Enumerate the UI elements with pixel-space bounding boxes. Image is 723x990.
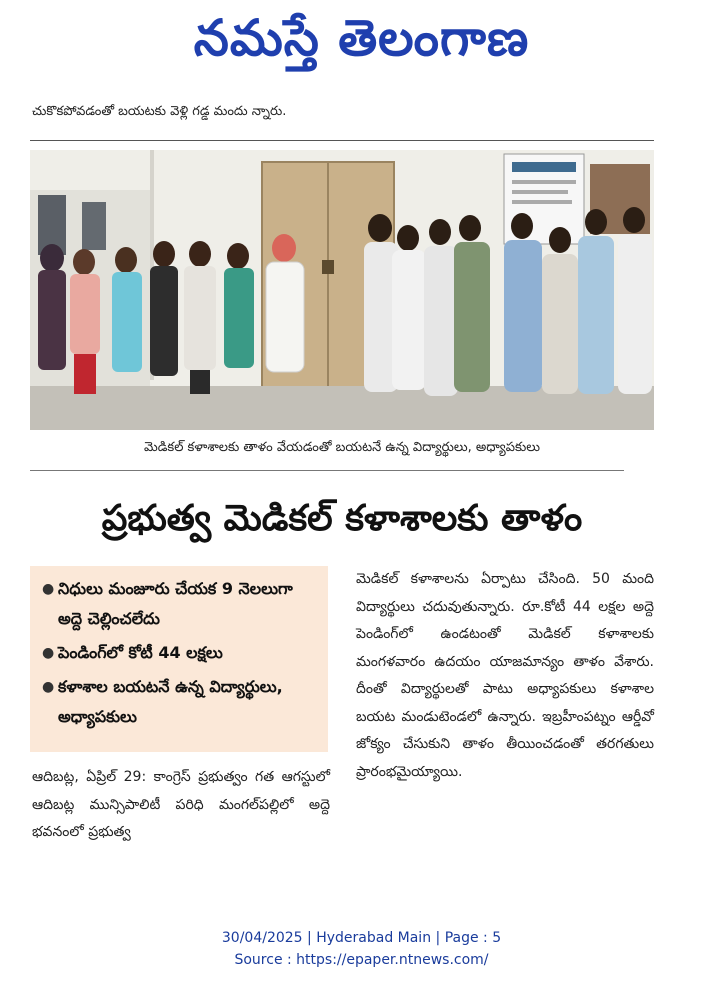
highlight-text: నిధులు మంజూరు చేయక 9 నెలలుగా అద్దె చెల్లించలేదు <box>58 579 293 628</box>
highlight-item <box>42 672 318 732</box>
poster-line <box>512 190 568 194</box>
poster-line <box>512 200 572 204</box>
poster-title-bar <box>512 162 576 172</box>
caption-divider <box>30 470 624 471</box>
poster-line <box>512 180 576 184</box>
highlight-text: పెండింగ్‌లో కోటీ 44 లక్షలు <box>58 643 223 662</box>
highlight-item <box>42 638 318 668</box>
bullet-icon: ● <box>42 645 55 661</box>
top-divider <box>30 140 654 141</box>
highlights-box <box>30 566 328 752</box>
article-headline: ప్రభుత్వ మెడికల్ కళాశాలకు తాళం <box>101 498 583 539</box>
padlock <box>322 260 334 274</box>
photo-caption: మెడికల్ కళాశాలకు తాళం వేయడంతో బయటనే ఉన్న విద్యార్థులు, అధ్యాపకులు <box>144 440 540 455</box>
bullet-icon: ● <box>42 679 55 695</box>
article-body-left-column: ఆదిబట్ల, ఏప్రిల్ 29: కాంగ్రెస్ ప్రభుత్వం గత ఆగస్టులో ఆదిబట్ల మున్సిపాలిటీ పరిధి మంగల్‌పల్లిలో అద్దె భవనంలో ప్రభుత్వ <box>32 769 330 840</box>
previous-story-line: చుకొకపోవడంతో బయటకు వెళ్లి గడ్డ మందు న్నారు. <box>32 104 287 119</box>
photo-illustration <box>30 150 654 430</box>
masthead-title: నమస్తే తెలంగాణ <box>193 9 530 67</box>
footer-source-link[interactable]: Source : https://epaper.ntnews.com/ <box>234 952 489 968</box>
article-body-right-column: మెడికల్ కళాశాలను ఏర్పాటు చేసింది. 50 మంది విద్యార్థులు చదువుతున్నారు. రూ.కోటీ 44 లక్షల అద్దె పెండింగ్‌లో ఉండటంతో మెడికల్ కళాశాలకు మంగళవారం ఉదయం యాజమాన్యం తాళం వేశారు. దీంతో విద్యార్థులతో పాటు అధ్యాపకులు కళాశాల బయట మండుటెండలో ఉన్నారు. ఇబ్రహీంపట్నం ఆర్డీవో జోక్యం చేసుకుని తాళం తీయించడంతో తరగతులు ప్రారంభమైయ్యాయి. <box>356 571 654 780</box>
news-photo <box>30 150 654 430</box>
window-left-2 <box>82 202 106 250</box>
highlight-item <box>42 574 318 634</box>
bullet-icon: ● <box>42 581 55 597</box>
highlight-text: కళాశాల బయటనే ఉన్న విద్యార్థులు, అధ్యాపకులు <box>58 677 283 726</box>
footer-date-edition: 30/04/2025 | Hyderabad Main | Page : 5 <box>221 930 502 946</box>
